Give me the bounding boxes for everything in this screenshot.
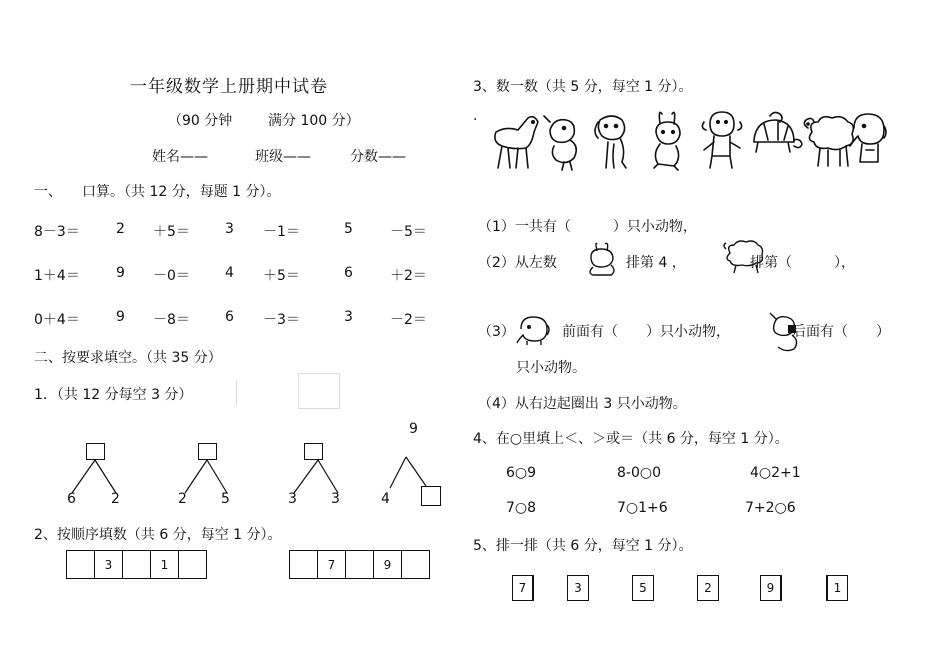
number-card[interactable]: 1 [826, 575, 848, 601]
section2-q1: 1．（共 12 分每空 3 分） [34, 387, 193, 403]
sequence-cell[interactable]: 3 [94, 550, 123, 579]
calc-item: 3 [344, 309, 353, 325]
section1-heading: 口算。（共 12 分，每题 1 分）。 [82, 184, 281, 200]
compare-item[interactable]: 7+2○6 [745, 500, 796, 516]
sequence-cell[interactable] [122, 550, 151, 579]
section5-heading: 5、排一排（共 6 分，每空 1 分）。 [473, 538, 693, 554]
compare-item[interactable]: 7○1+6 [617, 500, 668, 516]
calc-item: ＋2＝ [390, 268, 427, 284]
number-card[interactable]: 7 [512, 575, 534, 601]
calc-item: －5＝ [390, 224, 427, 240]
bond1-right: 2 [111, 491, 120, 507]
number-card[interactable]: 2 [697, 575, 719, 601]
bond1-left: 6 [67, 491, 76, 507]
duck-icon [544, 116, 576, 170]
compare-item[interactable]: 8-0○0 [617, 465, 661, 481]
sequence-cell[interactable] [66, 550, 95, 579]
calc-item: －1＝ [263, 224, 300, 240]
stray-dot: · [473, 112, 478, 128]
calc-item: －0＝ [153, 268, 190, 284]
section2-q2: 2、按顺序填数（共 6 分，每空 1 分）。 [34, 527, 282, 543]
name-field-label: 姓名—— [152, 149, 208, 165]
calc-item: －2＝ [390, 312, 427, 328]
exam-full-marks: 满分 100 分） [268, 113, 360, 129]
bond2-left: 2 [178, 491, 187, 507]
calc-item: ＋5＝ [263, 268, 300, 284]
calc-item: －3＝ [263, 312, 300, 328]
bond1-answer-box[interactable] [86, 443, 105, 460]
bond2-answer-box[interactable] [198, 443, 217, 460]
compare-item[interactable]: 4○2+1 [750, 465, 801, 481]
rabbit-icon [654, 112, 680, 170]
exam-duration: （90 分钟 [168, 113, 233, 129]
rabbit-icon [583, 241, 623, 277]
bond3-answer-box[interactable] [304, 443, 323, 460]
elephant-icon [850, 114, 886, 162]
calc-item: 6 [344, 265, 353, 281]
faint-box [298, 373, 340, 409]
compare-item[interactable]: 6○9 [506, 465, 537, 481]
section3-q3-front: 前面有（ ）只小动物， [562, 324, 730, 340]
sequence-cell[interactable]: 7 [317, 550, 346, 579]
bond2-right: 5 [221, 491, 230, 507]
section3-q3-behind: 后面有（ ） [792, 324, 890, 340]
score-field-label: 分数—— [350, 149, 406, 165]
bond2-lines [172, 459, 242, 495]
animal-strip [488, 110, 888, 176]
calc-item: －8＝ [153, 312, 190, 328]
horse-icon [495, 117, 538, 168]
bond3-right: 3 [331, 491, 340, 507]
calc-item: 2 [116, 221, 125, 237]
turtle-icon [754, 112, 802, 152]
section3-q4: （4）从右边起圈出 3 只小动物。 [478, 396, 687, 412]
section3-q2-answer: 排第（ ）， [750, 255, 855, 271]
section3-q2-rank: 排第 4 ， [626, 255, 686, 271]
number-card[interactable]: 5 [632, 575, 654, 601]
sequence-cell[interactable]: 9 [373, 550, 402, 579]
bond3-left: 3 [288, 491, 297, 507]
sheep-icon [804, 117, 853, 166]
sequence-cell[interactable] [178, 550, 207, 579]
calc-item: ＋5＝ [153, 224, 190, 240]
calc-item: 0＋4＝ [34, 312, 80, 328]
section3-q3-suffix: 只小动物。 [516, 360, 586, 376]
sequence-cell[interactable] [345, 550, 374, 579]
bond4-top: 9 [409, 421, 418, 437]
calc-item: 3 [225, 221, 234, 237]
section2-heading: 二、按要求填空。（共 35 分） [34, 350, 222, 366]
bond1-lines [60, 459, 130, 495]
calc-item: 4 [225, 265, 234, 281]
page-title: 一年级数学上册期中试卷 [130, 77, 328, 97]
calc-item: 8－3＝ [34, 224, 80, 240]
calc-item: 9 [116, 309, 125, 325]
bond3-lines [282, 459, 352, 495]
number-card[interactable]: 9 [760, 575, 782, 601]
calc-item: 1＋4＝ [34, 268, 80, 284]
calc-item: 5 [344, 221, 353, 237]
section3-heading: 3、数一数（共 5 分，每空 1 分）。 [473, 79, 693, 95]
monkey-icon [702, 112, 741, 168]
sequence-cell[interactable]: 1 [150, 550, 179, 579]
class-field-label: 班级—— [255, 149, 311, 165]
sequence-cell[interactable] [289, 550, 318, 579]
bond4-answer-box[interactable] [421, 486, 441, 506]
elephant-icon [515, 315, 555, 347]
section4-heading: 4、在○里填上＜、＞或＝（共 6 分，每空 1 分）。 [473, 431, 789, 447]
number-card[interactable]: 3 [567, 575, 589, 601]
bond4-left: 4 [381, 491, 390, 507]
sequence-cell[interactable] [401, 550, 430, 579]
section1-heading-number: 一、 [34, 184, 62, 200]
section3-q3-prefix: （3） [478, 324, 515, 340]
section3-q1: （1）一共有（ ）只小动物， [478, 219, 697, 235]
section3-q2-prefix: （2）从左数 [478, 255, 557, 271]
compare-item[interactable]: 7○8 [506, 500, 537, 516]
calc-item: 9 [116, 265, 125, 281]
calc-item: 6 [225, 309, 234, 325]
faint-line [236, 380, 237, 406]
dog-icon [595, 116, 626, 168]
